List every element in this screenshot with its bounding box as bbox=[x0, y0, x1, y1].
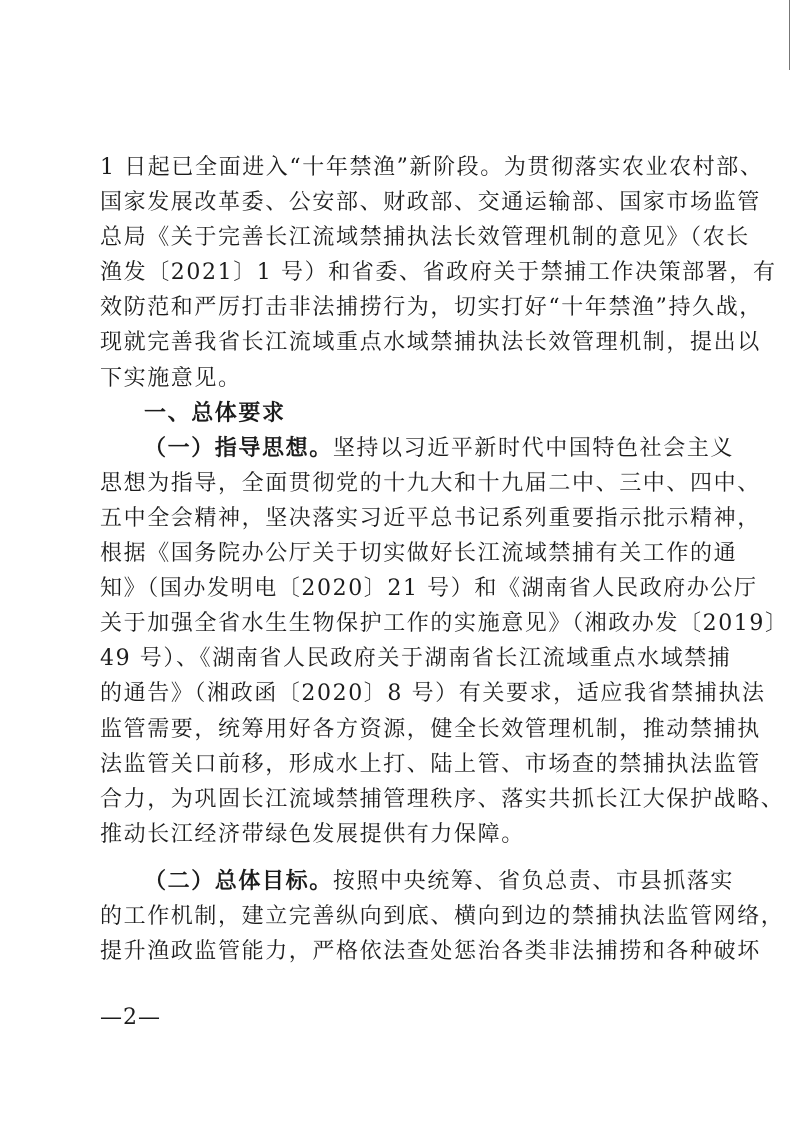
paragraph-line: 监管需要，统筹用好各方资源，健全长效管理机制，推动禁捕执 bbox=[100, 716, 761, 742]
paragraph-line: 法监管关口前移，形成水上打、陆上管、市场查的禁捕执法监管 bbox=[100, 751, 761, 777]
paragraph-line: 合力，为巩固长江流域禁捕管理秩序、落实共抓长江大保护战略、 bbox=[100, 786, 785, 812]
paragraph-line: 五中全会精神，坚决落实习近平总书记系列重要指示批示精神， bbox=[100, 505, 761, 531]
paragraph-line: 根据《国务院办公厅关于切实做好长江流域禁捕有关工作的通 bbox=[100, 541, 738, 567]
section-heading: 一、总体要求 bbox=[144, 399, 286, 426]
paragraph-line: 提升渔政监管能力，严格依法查处惩治各类非法捕捞和各种破坏 bbox=[100, 939, 761, 965]
intro-line: 1 日起已全面进入“十年禁渔”新阶段。为贯彻落实农业农村部、 bbox=[100, 155, 764, 180]
paragraph-line: 49 号）、《湖南省人民政府关于湖南省长江流域重点水域禁捕 bbox=[100, 646, 732, 672]
intro-line: 效防范和严厉打击非法捕捞行为，切实打好“十年禁渔”持久战， bbox=[100, 295, 763, 321]
paragraph-line: 知》（国办发明电〔2020〕21 号）和《湖南省人民政府办公厅 bbox=[100, 576, 758, 602]
paragraph-lead-text: 按照中央统筹、省负总责、市县抓落实 bbox=[332, 868, 735, 894]
paragraph-lead bbox=[100, 431, 735, 466]
intro-line: 下实施意见。 bbox=[100, 365, 242, 391]
document-body bbox=[100, 150, 789, 969]
paragraph-line: 的通告》（湘政函〔2020〕8 号）有关要求，适应我省禁捕执法 bbox=[100, 681, 766, 707]
paragraph-line: 推动长江经济带绿色发展提供有力保障。 bbox=[100, 821, 525, 847]
paragraph-lead-text: 坚持以习近平新时代中国特色社会主义 bbox=[332, 435, 735, 461]
paragraph-line: 的工作机制，建立完善纵向到底、横向到边的禁捕执法监管网络， bbox=[100, 903, 785, 929]
subsection-label: （一）指导思想。 bbox=[144, 434, 333, 461]
paragraph-line: 思想为指导，全面贯彻党的十九大和十九届二中、三中、四中、 bbox=[100, 470, 761, 496]
paragraph-lead bbox=[100, 864, 735, 899]
paragraph-line: 关于加强全省水生生物保护工作的实施意见》（湘政办发〔2019〕 bbox=[100, 611, 789, 637]
intro-line: 国家发展改革委、公安部、财政部、交通运输部、国家市场监管 bbox=[100, 190, 761, 216]
intro-line: 渔发〔2021〕1 号）和省委、省政府关于禁捕工作决策部署，有 bbox=[100, 260, 777, 286]
intro-line: 总局《关于完善长江流域禁捕执法长效管理机制的意见》（农长 bbox=[100, 225, 750, 251]
scan-edge-line bbox=[789, 0, 790, 70]
page-number: —2— bbox=[100, 1005, 161, 1030]
intro-line: 现就完善我省长江流域重点水域禁捕执法长效管理机制，提出以 bbox=[100, 330, 761, 356]
subsection-label: （二）总体目标。 bbox=[144, 867, 333, 894]
